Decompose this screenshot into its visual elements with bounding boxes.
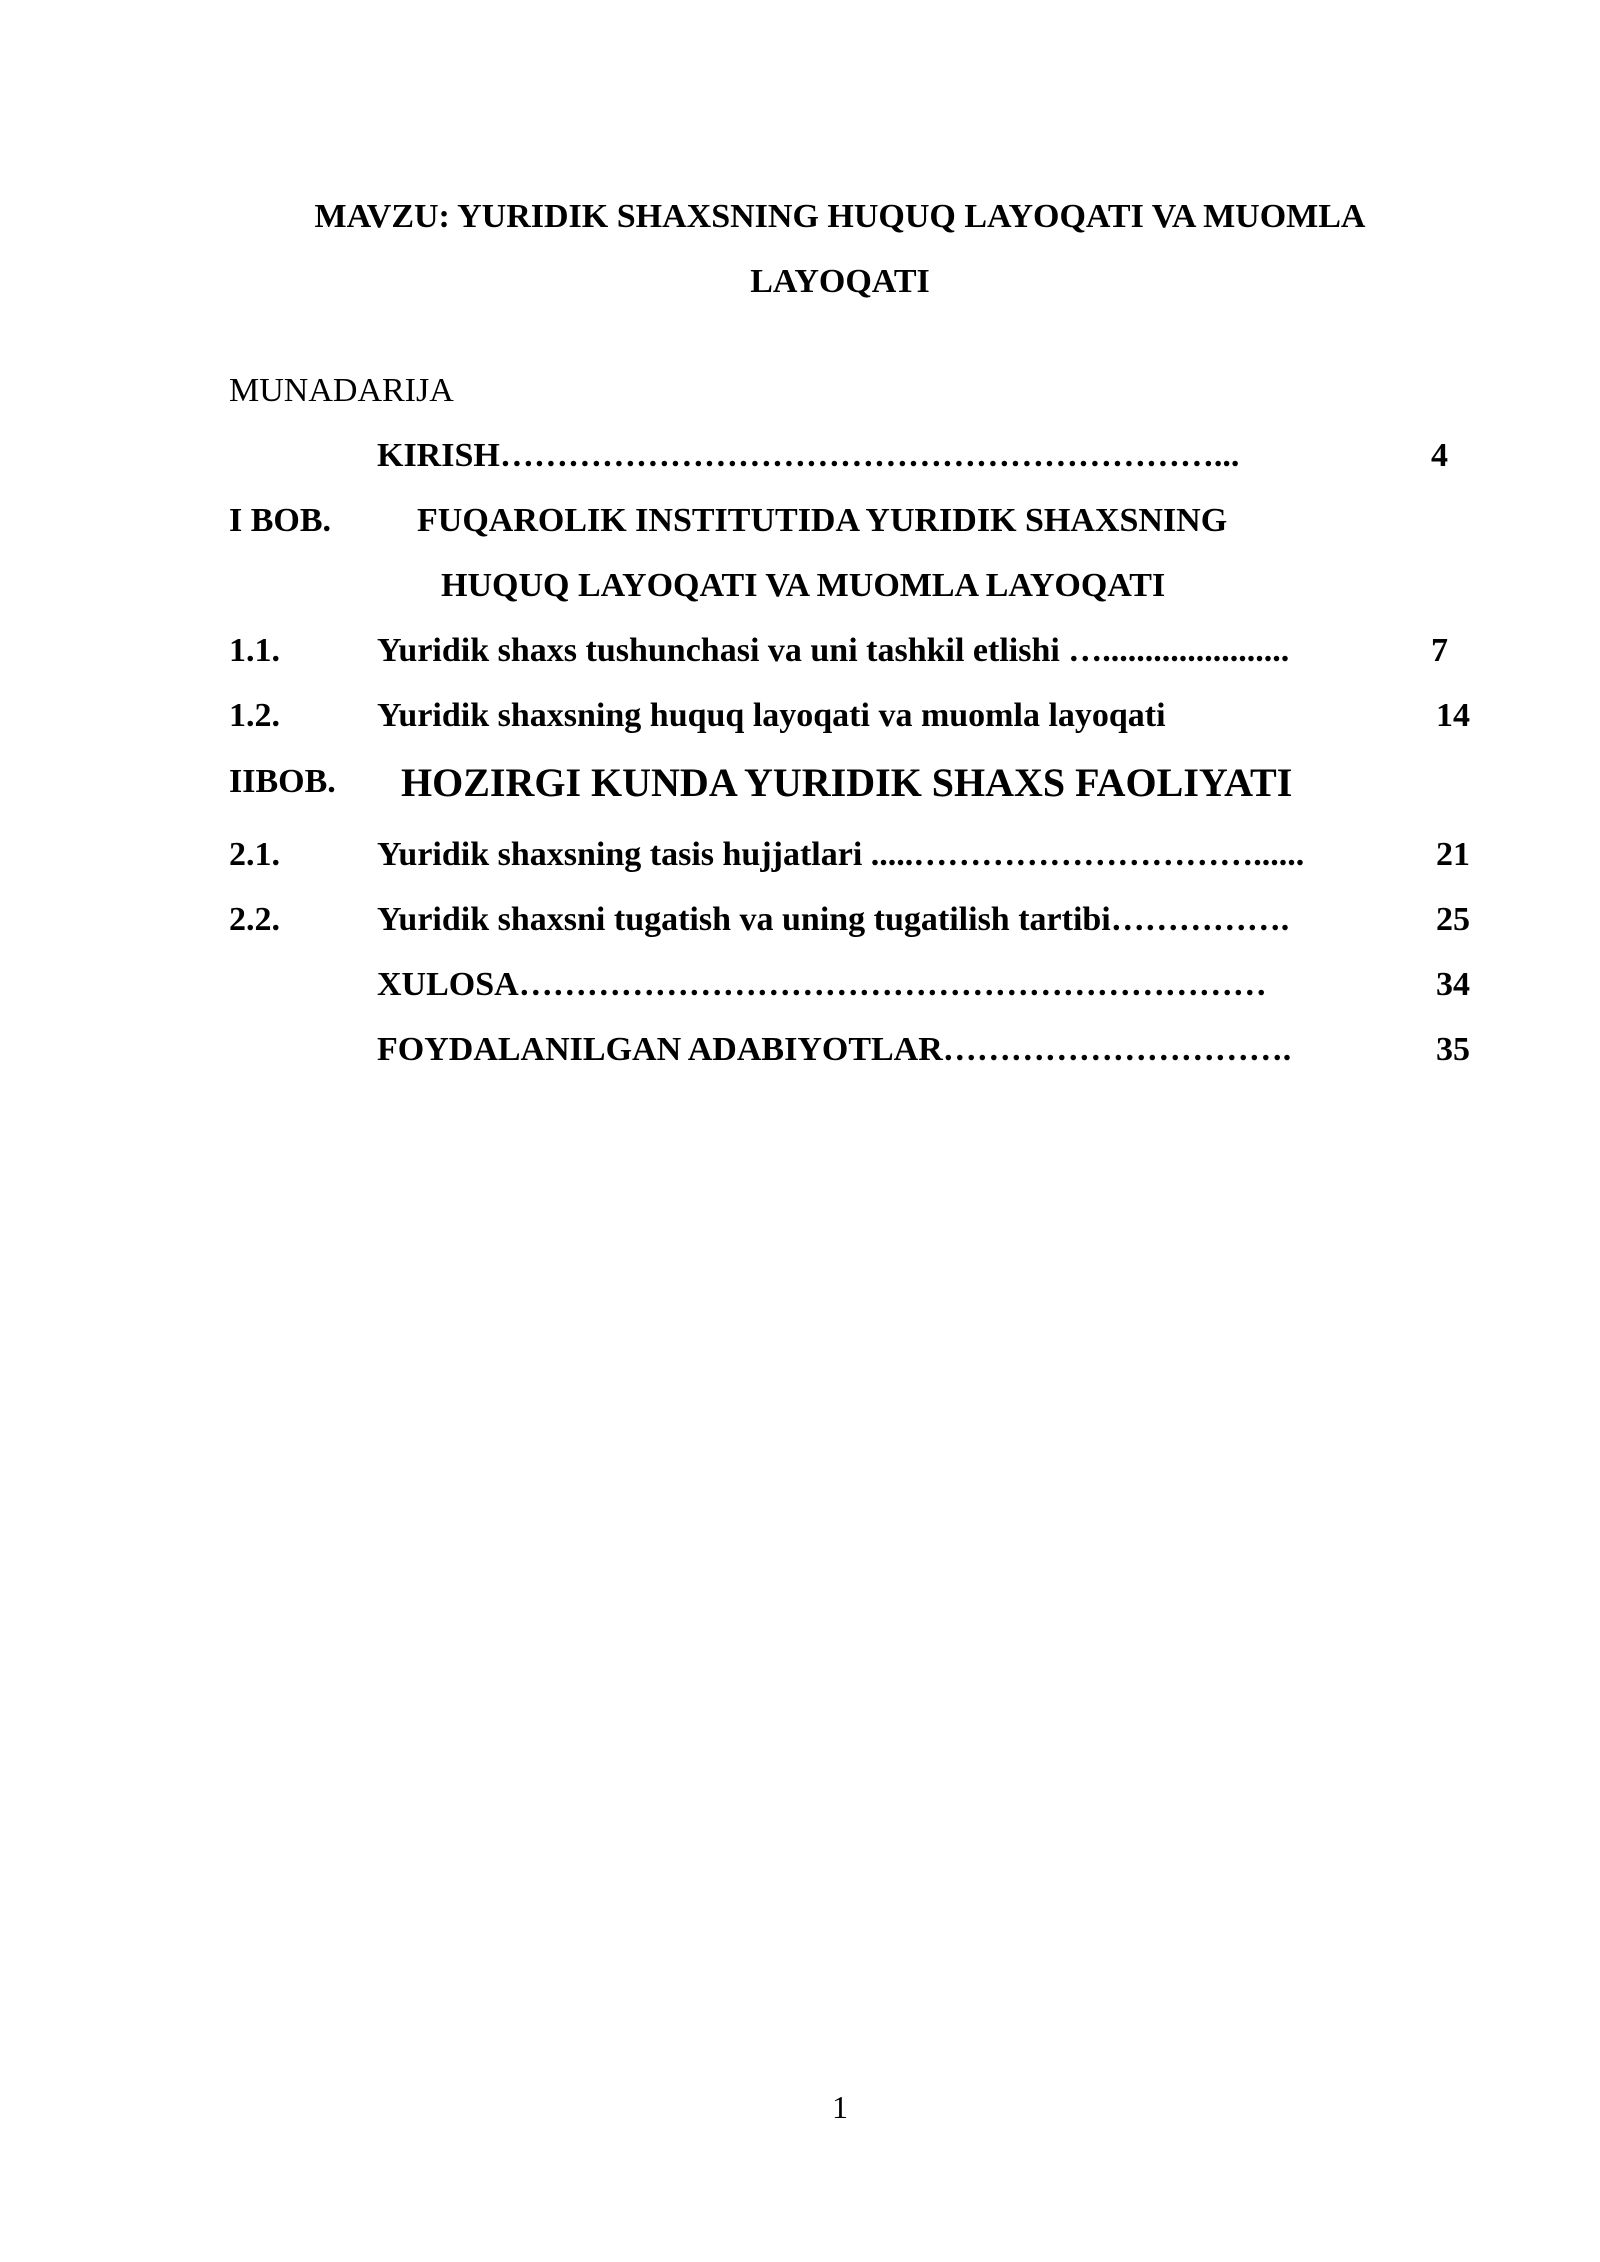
toc-section-2-1-number: 2.1.: [229, 836, 280, 873]
toc-section-1-1-page: 7: [1431, 632, 1448, 669]
toc-section-2-2-number: 2.2.: [229, 901, 280, 938]
toc-section-1-2-title: Yuridik shaxsning huquq layoqati va muomla layoqati: [377, 697, 1166, 734]
toc-section-1-2-page: 14: [1436, 697, 1470, 734]
toc-section-2-1-title: Yuridik shaxsning tasis hujjatlari .....…………………………......: [377, 836, 1305, 873]
contents-heading: MUNADARIJA: [229, 372, 454, 409]
toc-chapter-1-title-line-1: FUQAROLIK INSTITUTIDA YURIDIK SHAXSNING: [417, 502, 1228, 539]
toc-section-1-1-title: Yuridik shaxs tushunchasi va uni tashkil etlishi …......................: [377, 632, 1290, 669]
toc-chapter-2-title: HOZIRGI KUNDA YURIDIK SHAXS FAOLIYATI: [401, 760, 1293, 805]
toc-chapter-1-title-line-2: HUQUQ LAYOQATI VA MUOMLA LAYOQATI: [441, 567, 1166, 604]
toc-entry-kirish: KIRISH………………………………………………………...: [377, 437, 1240, 474]
toc-page-xulosa: 34: [1436, 966, 1470, 1003]
document-title-line-1: MAVZU: YURIDIK SHAXSNING HUQUQ LAYOQATI VA MUOMLA: [314, 198, 1366, 235]
toc-section-2-1-page: 21: [1436, 836, 1470, 873]
toc-entry-adabiyotlar: FOYDALANILGAN ADABIYOTLAR………………………….: [377, 1031, 1292, 1068]
toc-page-kirish: 4: [1431, 437, 1448, 474]
toc-section-1-1-number: 1.1.: [229, 632, 280, 669]
toc-chapter-2-number: IIBOB.: [229, 763, 336, 800]
toc-chapter-1-number: I BOB.: [229, 502, 332, 539]
toc-section-1-2-number: 1.2.: [229, 697, 280, 734]
toc-entry-xulosa: XULOSA…………………………………………………………: [377, 966, 1267, 1003]
toc-section-2-2-title: Yuridik shaxsni tugatish va uning tugatilish tartibi…………….: [377, 901, 1290, 938]
page-number: 1: [832, 2089, 848, 2125]
toc-section-2-2-page: 25: [1436, 901, 1470, 938]
document-title-line-2: LAYOQATI: [750, 263, 930, 300]
toc-page-adabiyotlar: 35: [1436, 1031, 1470, 1068]
